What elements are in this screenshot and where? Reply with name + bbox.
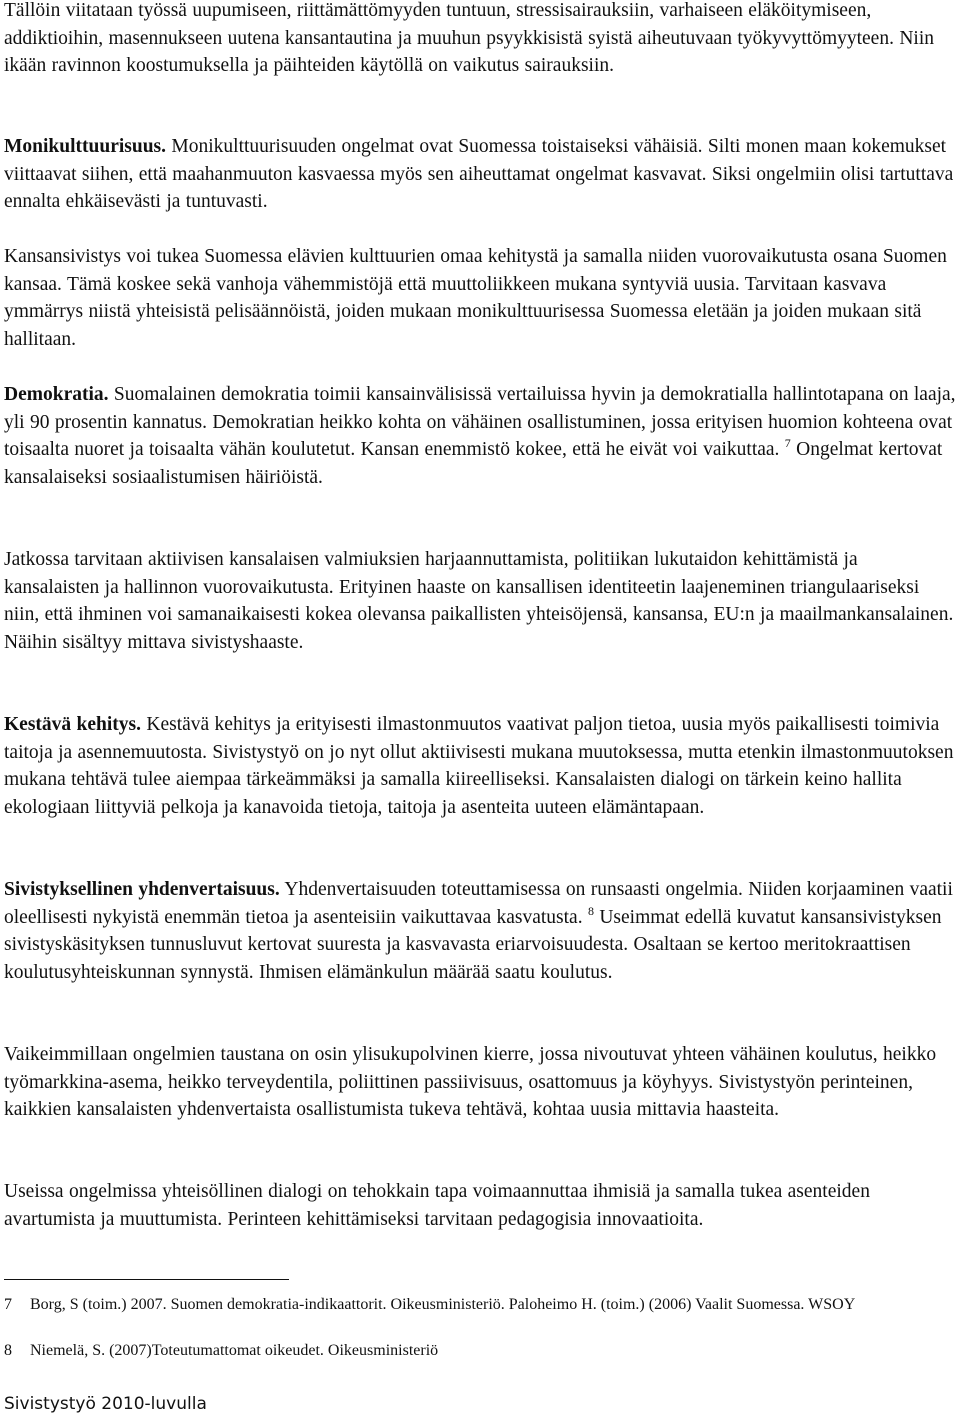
- paragraph-monikulttuurisuus: [4, 133, 956, 216]
- footnote-text: Niemelä, S. (2007)Toteutumattomat oikeudet. Oikeusministeriö: [30, 1342, 439, 1359]
- footnote-ref-7[interactable]: 7: [784, 436, 791, 451]
- paragraph-text: Monikulttuurisuuden ongelmat ovat Suomessa toistaiseksi vähäisiä. Silti monen maan kokemukset viittaavat siihen, että maahanmuuton kasvaessa myös sen aiheuttamat ongelmat kasvavat. Siksi ongelmiin olisi tartuttava ennalta ehkäisevästi ja tuntuvasti.: [4, 136, 954, 213]
- paragraph-text: Jatkossa tarvitaan aktiivisen kansalaisen valmiuksien harjaannuttamista, politiikan lukutaidon kehittämistä ja kansalaisten ja hallinnon vuorovaikutusta. Erityinen haaste on kansallisen identiteetin laajeneminen triangulaariseksi niin, että ihminen voi samanaikaisesti kokea olevansa paikallisten yhteisöjensä, kansansa, EU:n ja maailmankansalainen. Näihin sisältyy mittava sivistyshaaste.: [4, 549, 954, 653]
- paragraph-text: Kestävä kehitys ja erityisesti ilmastonmuutos vaativat paljon tietoa, uusia myös paikallisesti toimivia taitoja ja asennemuutosta. Sivistystyö on jo nyt ollut aktiivisesti mukana muutoksessa, mutta etenkin ilmastonmuutoksen mukana tehtävä tulee aiempaa tärkeämmäksi ja samalla kiireelliseksi. Kansalaisten dialogi on tärkein keino hallita ekologiaan liittyviä pelkoja ja kanavoida tietoja, taitoja ja asenteita uuteen elämäntapaan.: [4, 714, 954, 818]
- paragraph-text: Kansansivistys voi tukea Suomessa elävien kulttuurien omaa kehitystä ja samalla niiden vuorovaikutusta osana Suomen kansaa. Tämä koskee sekä vanhoja vähemmistöjä että muuttoliikkeen mukana syntyviä uusia. Tarvitaan kasvava ymmärrys niistä yhteisistä pelisäännöistä, joiden mukaan monikulttuurisessa Suomessa eletään ja joiden mukaan sitä hallitaan.: [4, 246, 947, 350]
- paragraph-text: Useissa ongelmissa yhteisöllinen dialogi on tehokkain tapa voimaannuttaa ihmisiä ja samalla tukea asenteiden avartumista ja muuttumista. Perinteen kehittämiseksi tarvitaan pedagogisia innovaatioita.: [4, 1181, 870, 1230]
- page-footer: Sivistystyö 2010-luvulla: [4, 1394, 207, 1414]
- paragraph-demokratia: [4, 381, 956, 491]
- paragraph-text-after: Useimmat edellä kuvatut kansansivistyksen sivistyskäsityksen tunnusluvut kertovat suuresta ja kasvavasta eriarvoisuudesta. Osaltaan se kertoo meritokraattisen koulutusyhteiskunnan synnystä. Ihmisen elämänkulun määrää saatu koulutus.: [4, 906, 942, 983]
- paragraph-vaikeimmillaan: [4, 1041, 956, 1124]
- footnote-ref-8[interactable]: 8: [587, 903, 594, 918]
- footnote-separator: [4, 1279, 289, 1280]
- paragraph-kansansivistys: [4, 243, 956, 353]
- paragraph-text: Tällöin viitataan työssä uupumiseen, riittämättömyyden tuntuun, stressisairauksiin, varhaiseen eläköitymiseen, addiktioihin, masennukseen uutena kansantautina ja muuhun psyykkisistä syistä aiheutuvaan työkyvyttömyyteen. Niin ikään ravinnon koostumuksella ja päihteiden käytöllä on vaikutus sairauksiin.: [4, 0, 935, 77]
- footnote-number: 7: [4, 1296, 12, 1313]
- paragraph-text: Suomalainen demokratia toimii kansainvälisissä vertailuissa hyvin ja demokratialla hallintotapana on laaja, yli 90 prosentin kannatus. Demokratian heikko kohta on vähäinen osallistuminen, jossa erityisen huomion kohteena ovat toisaalta nuoret ja toisaalta vähän koulutetut. Kansan enemmistö kokee, että he eivät voi vaikuttaa.: [4, 384, 956, 461]
- section-heading: Monikulttuurisuus.: [4, 136, 167, 157]
- paragraph-text: Yhdenvertaisuuden toteuttamisessa on runsaasti ongelmia. Niiden korjaaminen vaatii oleellisesti nykyistä enemmän tietoa ja asenteisiin vaikuttavaa kasvatusta.: [4, 879, 953, 928]
- paragraph-text-after: Ongelmat kertovat kansalaiseksi sosiaalistumisen häiriöistä.: [4, 439, 943, 488]
- section-heading: Kestävä kehitys.: [4, 714, 141, 735]
- section-heading: Demokratia.: [4, 384, 109, 405]
- paragraph-yhdenvertaisuus: [4, 876, 956, 986]
- footnote-8: [4, 1340, 954, 1362]
- footnote-7: [4, 1294, 954, 1338]
- paragraph-jatkossa: [4, 546, 956, 656]
- paragraph-kestava-kehitys: [4, 711, 956, 821]
- footnote-number: 8: [4, 1342, 12, 1359]
- paragraph-intro: [4, 0, 956, 80]
- footnote-text: Borg, S (toim.) 2007. Suomen demokratia-indikaattorit. Oikeusministeriö. Paloheimo H. (toim.) (2006) Vaalit Suomessa. WSOY: [30, 1296, 856, 1313]
- section-heading: Sivistyksellinen yhdenvertaisuus.: [4, 879, 280, 900]
- paragraph-text: Vaikeimmillaan ongelmien taustana on osin ylisukupolvinen kierre, jossa nivoutuvat yhteen vähäinen koulutus, heikko työmarkkina-asema, heikko terveydentila, poliittinen passiivisuus, osattomuus ja köyhyys. Sivistystyön perinteinen, kaikkien kansalaisten yhdenvertaista osallistumista tukeva tehtävä, kohtaa uusia mittavia haasteita.: [4, 1044, 937, 1121]
- paragraph-useissa: [4, 1178, 956, 1233]
